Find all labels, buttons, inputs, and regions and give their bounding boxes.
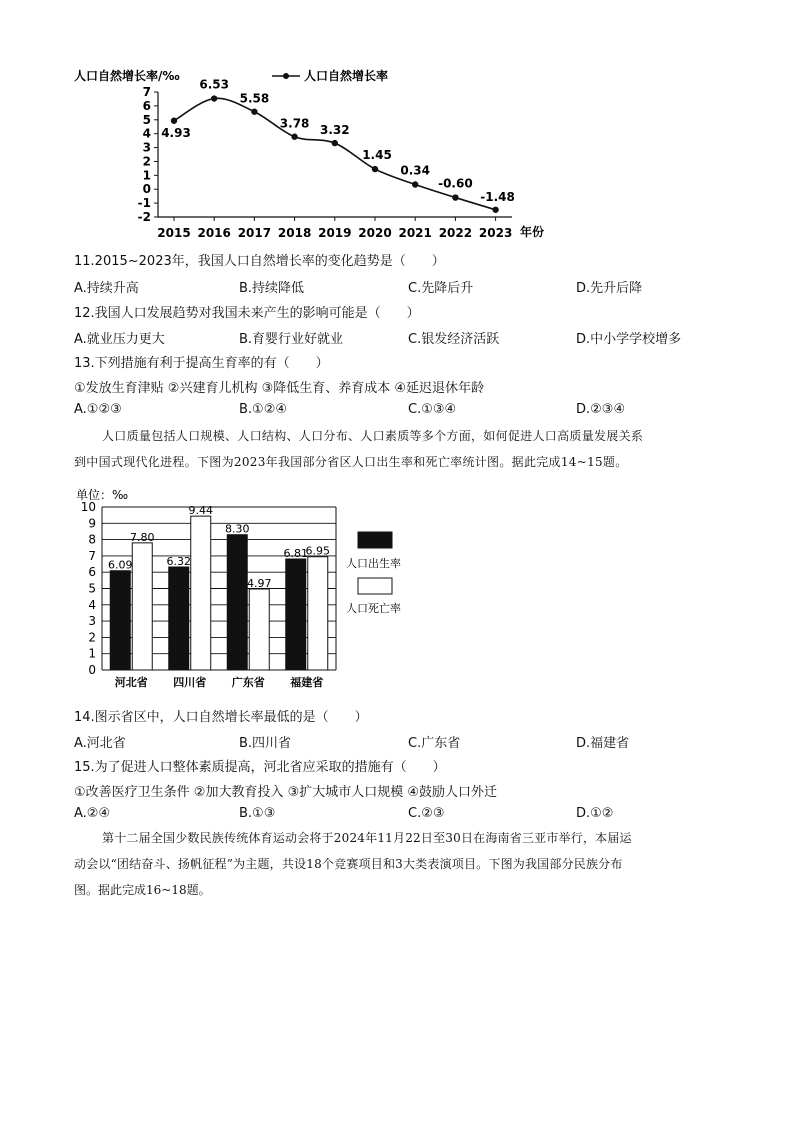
- line-chart-x-tick-label: 2016: [197, 226, 231, 240]
- legend-marker: [283, 73, 289, 79]
- bar-death-rate: [132, 543, 152, 670]
- line-chart-legend-label: 人口自然增长率: [304, 69, 389, 83]
- q14-option-b[interactable]: B.四川省: [239, 736, 292, 751]
- line-chart-data-label: 3.32: [319, 123, 350, 138]
- q15-option-d[interactable]: D.①②: [576, 806, 614, 821]
- passage2-line2: 动会以“团结奋斗、扬帆征程”为主题，共设18个竞赛项目和3大类表演项目。下图为我国部分民族分布: [74, 857, 623, 871]
- q15-option-c[interactable]: C.②③: [408, 806, 445, 821]
- line-chart-data-label: 3.78: [279, 116, 310, 131]
- q11-option-a[interactable]: A.持续升高: [74, 281, 139, 296]
- line-chart-x-tick-label: 2019: [318, 226, 352, 240]
- bar-chart-y-tick-label: 6: [88, 565, 96, 580]
- passage1-line1: 人口质量包括人口规模、人口结构、人口分布、人口素质等多个方面，如何促进人口高质量发展关系: [102, 429, 644, 443]
- line-chart-y-tick-label: 0: [142, 182, 151, 197]
- line-chart-x-tick-label: 2020: [358, 226, 392, 240]
- q12-option-a[interactable]: A.就业压力更大: [74, 332, 165, 347]
- bar-chart-category-label: 河北省: [114, 676, 148, 689]
- bar-chart-category-label: 福建省: [290, 676, 324, 689]
- passage2-line1: 第十二届全国少数民族传统体育运动会将于2024年11月22日至30日在海南省三亚市举行，本届运: [102, 831, 632, 845]
- q13-option-c[interactable]: C.①③④: [408, 402, 457, 417]
- line-chart-data-label: 6.53: [199, 77, 230, 92]
- line-chart-y-tick-label: 2: [142, 154, 151, 169]
- line-chart-y-tick-label: 5: [142, 112, 151, 127]
- line-chart-y-tick-label: 4: [142, 126, 151, 141]
- q12-option-c[interactable]: C.银发经济活跃: [408, 332, 500, 347]
- bar-chart-y-tick-label: 9: [88, 516, 96, 531]
- line-chart-point: [251, 109, 257, 115]
- line-chart-x-tick-label: 2021: [398, 226, 432, 240]
- line-chart-point: [372, 166, 378, 172]
- q11-option-b[interactable]: B.持续降低: [239, 281, 305, 296]
- line-chart-point: [332, 140, 338, 146]
- bar-death-rate: [191, 516, 211, 670]
- passage-population-quality: [74, 423, 724, 475]
- birth-death-rate-bar-chart: [0, 480, 794, 695]
- bar-chart-category-label: 广东省: [231, 676, 265, 689]
- line-chart-y-tick-label: 1: [142, 168, 151, 183]
- q11-option-d[interactable]: D.先升后降: [576, 281, 643, 296]
- legend-birth-rate-swatch: [358, 532, 392, 548]
- line-chart-x-tick-label: 2017: [237, 226, 272, 240]
- bar-birth-rate: [169, 567, 189, 670]
- bar-chart-y-tick-label: 4: [88, 597, 96, 612]
- line-chart-data-label: 0.34: [400, 163, 431, 178]
- q15-option-b[interactable]: B.①③: [239, 806, 276, 821]
- q13-option-a[interactable]: A.①②③: [74, 402, 122, 417]
- bar-data-label: 6.95: [305, 544, 330, 558]
- q15-items: ①改善医疗卫生条件 ②加大教育投入 ③扩大城市人口规模 ④鼓励人口外迁: [74, 785, 498, 800]
- passage2-line3: 图。据此完成16~18题。: [74, 883, 211, 897]
- line-chart-ylabel: 人口自然增长率/‰: [74, 69, 180, 83]
- bar-birth-rate: [110, 571, 130, 670]
- bar-data-label: 8.30: [225, 522, 250, 536]
- line-chart-xlabel: 年份: [520, 225, 545, 239]
- line-chart-point: [452, 194, 458, 200]
- line-chart-data-label: 1.45: [362, 148, 392, 163]
- line-chart-x-tick-label: 2018: [277, 226, 312, 240]
- q13-option-b[interactable]: B.①②④: [239, 402, 288, 417]
- bar-chart-y-tick-label: 1: [88, 646, 96, 661]
- bar-death-rate: [249, 589, 269, 670]
- bar-chart-category-label: 四川省: [173, 676, 207, 689]
- passage1-line2: 到中国式现代化进程。下图为2023年我国部分省区人口出生率和死亡率统计图。据此完成14~15题。: [74, 455, 628, 469]
- natural-growth-line-chart: [0, 0, 794, 250]
- line-chart-data-label: -1.48: [480, 189, 515, 204]
- q12-option-d[interactable]: D.中小学学校增多: [576, 332, 682, 347]
- legend-death-rate-label: 人口死亡率: [346, 602, 401, 615]
- bar-chart-y-tick-label: 10: [80, 500, 96, 514]
- bar-chart-y-tick-label: 5: [88, 581, 96, 596]
- q11-option-c[interactable]: C.先降后升: [408, 281, 474, 296]
- q13-items: ①发放生育津贴 ②兴建育儿机构 ③降低生育、养育成本 ④延迟退休年龄: [74, 381, 485, 396]
- q12-option-b[interactable]: B.育婴行业好就业: [239, 332, 344, 347]
- line-chart-point: [412, 181, 418, 187]
- q13-stem: 13.下列措施有利于提高生育率的有（ ）: [74, 356, 329, 371]
- bar-data-label: 4.97: [247, 576, 272, 590]
- line-chart-point: [291, 134, 297, 140]
- line-chart-point: [492, 207, 498, 213]
- bar-data-label: 9.44: [188, 504, 213, 518]
- line-chart-series-line: [174, 98, 496, 209]
- line-chart-y-tick-label: -2: [137, 210, 151, 224]
- q14-option-a[interactable]: A.河北省: [74, 736, 126, 751]
- q14-stem: 14.图示省区中，人口自然增长率最低的是（ ）: [74, 710, 368, 725]
- line-chart-point: [211, 95, 217, 101]
- q15-stem: 15.为了促进人口整体素质提高，河北省应采取的措施有（ ）: [74, 760, 446, 775]
- line-chart-x-tick-label: 2022: [438, 226, 473, 240]
- passage-ethnic-sports-games: [74, 825, 724, 903]
- line-chart-y-tick-label: -1: [137, 196, 151, 211]
- q12-stem: 12.我国人口发展趋势对我国未来产生的影响可能是（ ）: [74, 306, 420, 321]
- q13-option-d[interactable]: D.②③④: [576, 402, 626, 417]
- line-chart-y-tick-label: 7: [142, 85, 151, 99]
- bar-chart-y-tick-label: 0: [88, 663, 96, 677]
- q14-option-d[interactable]: D.福建省: [576, 736, 630, 751]
- line-chart-x-tick-label: 2023: [478, 226, 513, 240]
- legend-death-rate-swatch: [358, 578, 392, 594]
- line-chart-x-tick-label: 2015: [157, 226, 191, 240]
- bar-birth-rate: [286, 559, 306, 670]
- bar-chart-unit-label: 单位：‰: [76, 488, 129, 502]
- bar-chart-y-tick-label: 8: [88, 532, 96, 547]
- q14-option-c[interactable]: C.广东省: [408, 736, 461, 751]
- line-chart-point: [171, 118, 177, 124]
- bar-data-label: 6.09: [108, 558, 133, 572]
- line-chart-data-label: 4.93: [161, 125, 191, 140]
- q15-option-a[interactable]: A.②④: [74, 806, 111, 821]
- bar-data-label: 6.32: [166, 554, 191, 568]
- bar-chart-y-tick-label: 2: [88, 630, 96, 645]
- bar-chart-y-tick-label: 7: [88, 548, 96, 563]
- q11-stem: 11.2015~2023年，我国人口自然增长率的变化趋势是（ ）: [74, 254, 445, 269]
- bar-chart-y-tick-label: 3: [88, 614, 96, 629]
- line-chart-data-label: -0.60: [438, 176, 473, 191]
- bar-data-label: 6.81: [283, 546, 308, 560]
- line-chart-y-tick-label: 6: [142, 98, 151, 113]
- bar-birth-rate: [227, 535, 247, 670]
- bar-data-label: 7.80: [130, 530, 155, 544]
- line-chart-data-label: 5.58: [239, 91, 270, 106]
- bar-death-rate: [308, 557, 328, 670]
- legend-birth-rate-label: 人口出生率: [346, 557, 401, 570]
- line-chart-y-tick-label: 3: [142, 140, 151, 155]
